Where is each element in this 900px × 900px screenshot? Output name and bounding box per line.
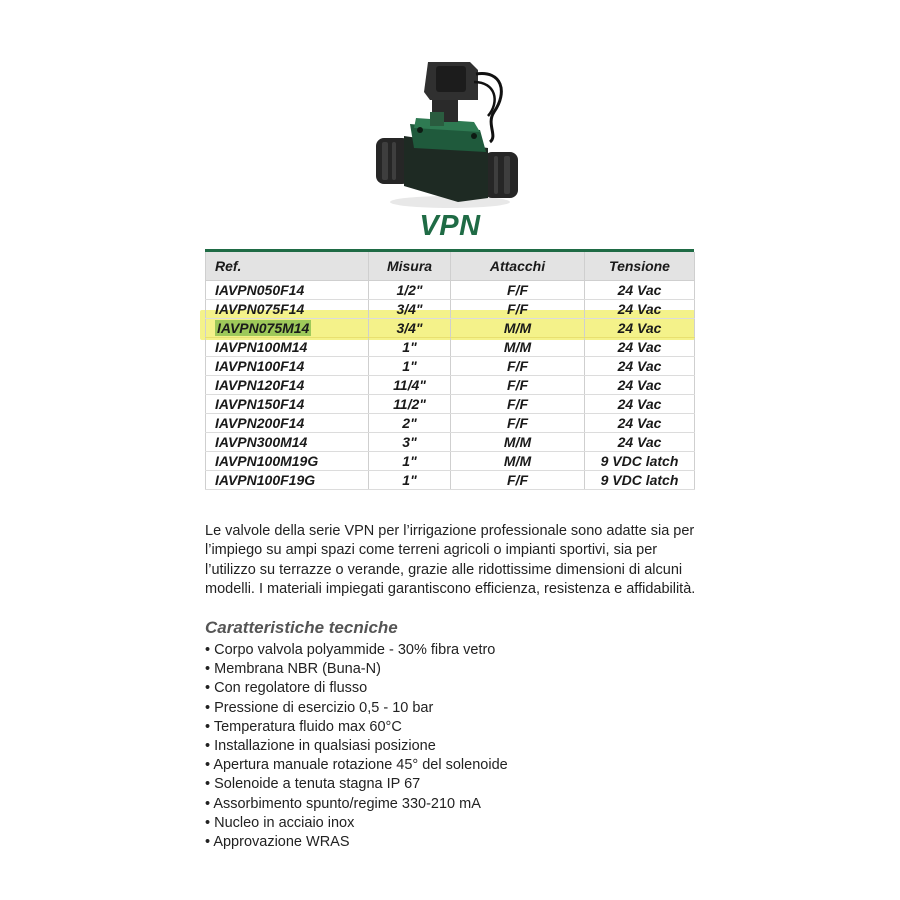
cell-tensione: 24 Vac [585, 319, 695, 338]
cell-misura: 1" [369, 357, 451, 376]
spec-item: • Temperatura fluido max 60°C [205, 718, 508, 737]
table-row [206, 338, 695, 357]
cell-misura: 11/4" [369, 376, 451, 395]
spec-item: • Corpo valvola polyammide - 30% fibra vetro [205, 641, 508, 660]
cell-tensione: 24 Vac [585, 357, 695, 376]
spec-item: • Nucleo in acciaio inox [205, 814, 508, 833]
cell-attacchi: F/F [451, 357, 585, 376]
product-table-wrapper [205, 249, 694, 490]
cell-attacchi: F/F [451, 300, 585, 319]
table-row [206, 300, 695, 319]
cell-ref: IAVPN100M14 [206, 338, 369, 357]
cell-tensione: 24 Vac [585, 338, 695, 357]
cell-attacchi: M/M [451, 452, 585, 471]
cell-tensione: 9 VDC latch [585, 452, 695, 471]
cell-attacchi: F/F [451, 281, 585, 300]
cell-tensione: 24 Vac [585, 433, 695, 452]
column-header-ref: Ref. [206, 252, 369, 281]
product-reference-table [205, 252, 695, 490]
cell-ref: IAVPN075F14 [206, 300, 369, 319]
cell-misura: 1" [369, 338, 451, 357]
cell-attacchi: M/M [451, 319, 585, 338]
specs-heading: Caratteristiche tecniche [205, 618, 398, 637]
spec-item: • Pressione di esercizio 0,5 - 10 bar [205, 699, 508, 718]
cell-tensione: 24 Vac [585, 414, 695, 433]
cell-ref: IAVPN150F14 [206, 395, 369, 414]
table-row [206, 452, 695, 471]
table-header-row [206, 252, 695, 281]
cell-misura: 1/2" [369, 281, 451, 300]
spec-item: • Solenoide a tenuta stagna IP 67 [205, 775, 508, 794]
cell-attacchi: F/F [451, 414, 585, 433]
cell-tensione: 24 Vac [585, 281, 695, 300]
spec-item: • Con regolatore di flusso [205, 679, 508, 698]
column-header-tensione: Tensione [585, 252, 695, 281]
cell-misura: 3/4" [369, 319, 451, 338]
cell-ref: IAVPN100F14 [206, 357, 369, 376]
specs-list [205, 641, 508, 852]
column-header-attacchi: Attacchi [451, 252, 585, 281]
cell-misura: 1" [369, 452, 451, 471]
table-row-highlighted [206, 319, 695, 338]
cell-attacchi: F/F [451, 395, 585, 414]
cell-ref: IAVPN100M19G [206, 452, 369, 471]
table-row [206, 357, 695, 376]
solenoid-valve-image [370, 52, 530, 212]
table-row [206, 395, 695, 414]
cell-tensione: 24 Vac [585, 395, 695, 414]
cell-ref: IAVPN300M14 [206, 433, 369, 452]
cell-ref: IAVPN200F14 [206, 414, 369, 433]
product-series-title: VPN [419, 210, 481, 242]
table-row [206, 376, 695, 395]
spec-item: • Assorbimento spunto/regime 330-210 mA [205, 795, 508, 814]
cell-misura: 2" [369, 414, 451, 433]
column-header-misura: Misura [369, 252, 451, 281]
spec-item: • Apertura manuale rotazione 45° del solenoide [205, 756, 508, 775]
cell-misura: 3" [369, 433, 451, 452]
cell-misura: 3/4" [369, 300, 451, 319]
spec-item: • Membrana NBR (Buna-N) [205, 660, 508, 679]
highlighted-ref-code: IAVPN075M14 [217, 320, 310, 336]
cell-attacchi: M/M [451, 338, 585, 357]
cell-attacchi: M/M [451, 433, 585, 452]
table-row [206, 433, 695, 452]
spec-item: • Installazione in qualsiasi posizione [205, 737, 508, 756]
cell-misura: 11/2" [369, 395, 451, 414]
cell-misura: 1" [369, 471, 451, 490]
cell-tensione: 24 Vac [585, 300, 695, 319]
cell-ref: IAVPN100F19G [206, 471, 369, 490]
cell-ref [206, 319, 369, 338]
product-description: Le valvole della serie VPN per l’irrigazione professionale sono adatte sia per l’impiego su ampi spazi come terreni agricoli o impianti sportivi, sia per l’utilizzo su terrazze o verande, grazie alle ridottissime dimensioni di alcuni modelli. I materiali impiegati garantiscono efficienza, resistenza e affidabilità. [205, 522, 696, 597]
spec-item: • Approvazione WRAS [205, 833, 508, 852]
cell-ref: IAVPN050F14 [206, 281, 369, 300]
cell-attacchi: F/F [451, 376, 585, 395]
cell-tensione: 9 VDC latch [585, 471, 695, 490]
table-row [206, 471, 695, 490]
table-row [206, 281, 695, 300]
cell-tensione: 24 Vac [585, 376, 695, 395]
cell-ref: IAVPN120F14 [206, 376, 369, 395]
cell-attacchi: F/F [451, 471, 585, 490]
table-row [206, 414, 695, 433]
